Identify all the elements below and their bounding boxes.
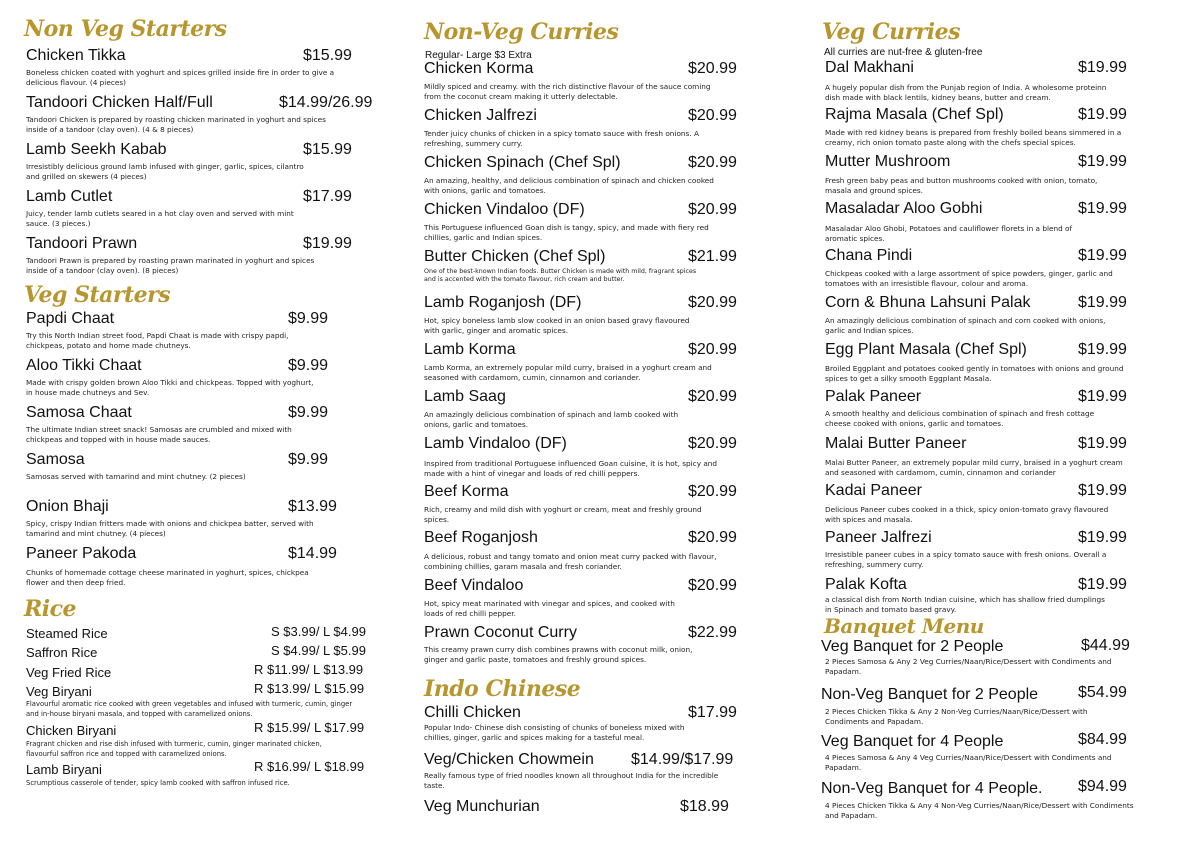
item-description: Fresh green baby peas and button mushrooms cooked with onion, tomato, masala and ground spices. bbox=[825, 176, 1098, 195]
item-description: Scrumptious casserole of tender, spicy lamb cooked with saffron infused rice. bbox=[26, 779, 290, 787]
item-price: $19.99 bbox=[1078, 106, 1127, 123]
item-description: A delicious, robust and tangy tomato and onion meat curry packed with flavour, combining chillies, garam masala and fresh coriander. bbox=[424, 552, 717, 571]
section-title-non-veg-starters: Non Veg Starters bbox=[24, 16, 227, 42]
item-description: Tandoori Prawn is prepared by roasting prawn marinated in yoghurt and spices inside of a tandoor (clay oven). (8 pieces) bbox=[26, 256, 315, 275]
item-name: Chicken Tikka bbox=[26, 47, 126, 64]
item-name: Lamb Cutlet bbox=[26, 188, 113, 205]
item-name: Lamb Seekh Kabab bbox=[26, 141, 167, 158]
item-price: $54.99 bbox=[1078, 684, 1127, 701]
item-name: Beef Korma bbox=[424, 483, 509, 500]
item-description: This Portuguese influenced Goan dish is tangy, spicy, and made with fiery red chillies, garlic and Indian spices. bbox=[424, 223, 709, 242]
item-price: $20.99 bbox=[688, 435, 737, 452]
item-price: $19.99 bbox=[1078, 247, 1127, 264]
item-name: Steamed Rice bbox=[26, 626, 108, 641]
item-price: $20.99 bbox=[688, 341, 737, 358]
item-description: Juicy, tender lamb cutlets seared in a hot clay oven and served with mint sauce. (3 pieces.) bbox=[26, 209, 294, 228]
item-description: Tender juicy chunks of chicken in a spicy tomato sauce with fresh onions. A refreshing, summery curry. bbox=[424, 129, 699, 148]
item-price: $20.99 bbox=[688, 294, 737, 311]
item-name: Chana Pindi bbox=[825, 247, 913, 264]
item-name: Kadai Paneer bbox=[825, 482, 922, 499]
section-subtitle: Regular- Large $3 Extra bbox=[425, 50, 532, 61]
item-name: Samosa Chaat bbox=[26, 404, 132, 421]
item-name: Veg Banquet for 4 People bbox=[821, 733, 1004, 750]
item-name: Chicken Korma bbox=[424, 60, 534, 77]
item-name: Lamb Korma bbox=[424, 341, 516, 358]
section-subtitle: All curries are nut-free & gluten-free bbox=[824, 47, 983, 58]
item-description: An amazingly delicious combination of spinach and lamb cooked with onions, garlic and tomatoes. bbox=[424, 410, 679, 429]
item-name: Veg Munchurian bbox=[424, 798, 540, 815]
item-price: $21.99 bbox=[688, 248, 737, 265]
item-name: Veg Biryani bbox=[26, 684, 92, 699]
section-title-rice: Rice bbox=[24, 596, 77, 622]
item-description: Hot, spicy meat marinated with vinegar and spices, and cooked with loads of red chilli pepper. bbox=[424, 599, 675, 618]
item-price: $19.99 bbox=[1078, 388, 1127, 405]
item-price: R $15.99/ L $17.99 bbox=[254, 720, 365, 735]
item-description: Fragrant chicken and rise dish infused with turmeric, cumin, ginger marinated chicken, flavourful saffron rice and topped with caramelized onions. bbox=[26, 740, 322, 758]
item-name: Papdi Chaat bbox=[26, 310, 115, 327]
section-title-veg-starters: Veg Starters bbox=[24, 282, 171, 308]
item-name: Lamb Roganjosh (DF) bbox=[424, 294, 582, 311]
item-price: $19.99 bbox=[1078, 576, 1127, 593]
item-price: $9.99 bbox=[288, 357, 329, 374]
item-name: Butter Chicken (Chef Spl) bbox=[424, 248, 606, 265]
item-name: Onion Bhaji bbox=[26, 498, 109, 515]
item-description: Inspired from traditional Portuguese influenced Goan cuisine, it is hot, spicy and made with a hint of vinegar and loads of red chilli peppers. bbox=[424, 459, 718, 478]
item-name: Non-Veg Banquet for 4 People. bbox=[821, 780, 1043, 797]
item-description: An amazingly delicious combination of spinach and corn cooked with onions, garlic and Indian spices. bbox=[825, 316, 1106, 335]
item-price: $14.99/$17.99 bbox=[631, 751, 734, 768]
item-name: Chicken Jalfrezi bbox=[424, 107, 537, 124]
item-description: Flavourful aromatic rice cooked with green vegetables and infused with turmeric, cumin, ginger and in-house biryani masala, and topped with caramelized onions. bbox=[26, 700, 353, 718]
item-name: Dal Makhani bbox=[825, 59, 914, 76]
item-description: Masaladar Aloo Ghobi, Potatoes and cauliflower florets in a blend of aromatic spices. bbox=[825, 224, 1073, 243]
item-description: Samosas served with tamarind and mint chutney. (2 pieces) bbox=[26, 472, 246, 481]
item-description: Mildly spiced and creamy. with the rich distinctive flavour of the sauce coming from the coconut cream making it utterly delectable. bbox=[424, 82, 711, 101]
item-price: $94.99 bbox=[1078, 778, 1127, 795]
item-name: Chilli Chicken bbox=[424, 704, 521, 721]
item-price: $17.99 bbox=[303, 188, 352, 205]
item-name: Paneer Pakoda bbox=[26, 545, 137, 562]
item-name: Lamb Biryani bbox=[26, 762, 102, 777]
item-price: $20.99 bbox=[688, 60, 737, 77]
item-price: $19.99 bbox=[1078, 153, 1127, 170]
item-price: $20.99 bbox=[688, 529, 737, 546]
item-description: Malai Butter Paneer, an extremely popular mild curry, braised in a yoghurt cream and seasoned with cardamom, cumin, cinnamon and coriander bbox=[825, 458, 1123, 477]
item-description: Irresistibly delicious ground lamb infused with ginger, garlic, spices, cilantro and grilled on skewers (4 pieces) bbox=[26, 162, 304, 181]
item-description: Lamb Korma, an extremely popular mild curry, braised in a yoghurt cream and seasoned with cardamom, cumin, cinnamon and coriander. bbox=[424, 363, 712, 382]
item-description: 2 Pieces Chicken Tikka & Any 2 Non-Veg Curries/Naan/Rice/Dessert with Condiments and Papadam. bbox=[825, 707, 1088, 726]
item-name: Beef Vindaloo bbox=[424, 577, 524, 594]
item-description: Popular Indo- Chinese dish consisting of chunks of boneless mixed with chillies, ginger, garlic and spices making for a tasteful meal. bbox=[424, 723, 685, 742]
item-name: Mutter Mushroom bbox=[825, 153, 951, 170]
item-price: $19.99 bbox=[1078, 435, 1127, 452]
item-price: $18.99 bbox=[680, 798, 729, 815]
item-description: Tandoori Chicken is prepared by roasting chicken marinated in yoghurt and spices inside of a tandoor (clay oven). (4 & 8 pieces) bbox=[26, 115, 326, 134]
item-price: R $13.99/ L $15.99 bbox=[254, 681, 365, 696]
item-description: A hugely popular dish from the Punjab region of India. A wholesome proteinn dish made with black lentils, kidney beans, butter and cream. bbox=[825, 83, 1107, 102]
item-price: $19.99 bbox=[1078, 200, 1127, 217]
item-description: 4 Pieces Chicken Tikka & Any 4 Non-Veg Curries/Naan/Rice/Dessert with Condiments and Papadam. bbox=[825, 801, 1134, 820]
item-price: $14.99 bbox=[288, 545, 337, 562]
item-price: $14.99/26.99 bbox=[279, 94, 373, 111]
item-description: a classical dish from North Indian cuisine, which has shallow fried dumplings in Spinach and tomato based gravy. bbox=[825, 595, 1105, 614]
section-title-banquet-menu: Banquet Menu bbox=[824, 614, 984, 638]
item-price: $9.99 bbox=[288, 404, 329, 421]
item-description: 2 Pieces Samosa & Any 2 Veg Curries/Naan/Rice/Dessert with Condiments and Papadam. bbox=[825, 657, 1112, 676]
section-title-indo-chinese: Indo Chinese bbox=[424, 676, 581, 702]
item-name: Non-Veg Banquet for 2 People bbox=[821, 686, 1039, 703]
item-description: Rich, creamy and mild dish with yoghurt or cream, meat and freshly ground spices. bbox=[424, 505, 702, 524]
item-name: Masaladar Aloo Gobhi bbox=[825, 200, 983, 217]
item-description: Try this North Indian street food, Papdi Chaat is made with crispy papdi, chickpeas, potato and home made chutneys. bbox=[26, 331, 289, 350]
section-title-non-veg-curries: Non-Veg Curries bbox=[424, 19, 619, 45]
item-name: Egg Plant Masala (Chef Spl) bbox=[825, 341, 1027, 358]
item-price: $20.99 bbox=[688, 107, 737, 124]
item-description: Chickpeas cooked with a large assortment of spice powders, ginger, garlic and tomatoes with an irresistible flavour, colour and aroma. bbox=[825, 269, 1113, 288]
item-price: S $4.99/ L $5.99 bbox=[271, 643, 366, 658]
item-description: Delicious Paneer cubes cooked in a thick, spicy onion-tomato gravy flavoured with spices and masala. bbox=[825, 505, 1109, 524]
item-description: A smooth healthy and delicious combination of spinach and fresh cottage cheese cooked with onions, garlic and tomatoes. bbox=[825, 409, 1095, 428]
item-description: One of the best-known Indian foods. Butter Chicken is made with mild, fragrant spices and is accented with the tomato flavour, rich cream and butter. bbox=[424, 268, 697, 283]
item-description: Irresistible paneer cubes in a spicy tomato sauce with fresh onions. Overall a refreshing, summery curry. bbox=[825, 550, 1107, 569]
item-name: Paneer Jalfrezi bbox=[825, 529, 932, 546]
item-price: $20.99 bbox=[688, 154, 737, 171]
item-name: Lamb Vindaloo (DF) bbox=[424, 435, 567, 452]
item-name: Rajma Masala (Chef Spl) bbox=[825, 106, 1004, 123]
item-price: $19.99 bbox=[1078, 294, 1127, 311]
item-price: R $16.99/ L $18.99 bbox=[254, 759, 365, 774]
item-name: Saffron Rice bbox=[26, 645, 98, 660]
item-price: $19.99 bbox=[1078, 341, 1127, 358]
item-description: Boneless chicken coated with yoghurt and spices grilled inside fire in order to give a delicious flavour. (4 pieces) bbox=[26, 68, 335, 87]
item-description: The ultimate Indian street snack! Samosas are crumbled and mixed with chickpeas and topped with in house made sauces. bbox=[26, 425, 292, 444]
item-price: $44.99 bbox=[1081, 637, 1130, 654]
item-price: $15.99 bbox=[303, 47, 352, 64]
item-name: Lamb Saag bbox=[424, 388, 506, 405]
item-name: Beef Roganjosh bbox=[424, 529, 538, 546]
item-name: Palak Paneer bbox=[825, 388, 922, 405]
item-price: $13.99 bbox=[288, 498, 337, 515]
item-price: R $11.99/ L $13.99 bbox=[254, 662, 364, 677]
item-name: Samosa bbox=[26, 451, 85, 468]
item-name: Chicken Vindaloo (DF) bbox=[424, 201, 585, 218]
item-description: Really famous type of fried noodles known all throughout India for the incredible taste. bbox=[424, 771, 719, 790]
item-name: Aloo Tikki Chaat bbox=[26, 357, 142, 374]
item-price: $20.99 bbox=[688, 201, 737, 218]
item-price: $9.99 bbox=[288, 451, 329, 468]
item-name: Chicken Biryani bbox=[26, 723, 117, 738]
item-name: Veg Fried Rice bbox=[26, 665, 112, 680]
item-price: $20.99 bbox=[688, 577, 737, 594]
item-name: Tandoori Chicken Half/Full bbox=[26, 94, 213, 111]
item-name: Prawn Coconut Curry bbox=[424, 624, 577, 641]
section-title-veg-curries: Veg Curries bbox=[822, 19, 961, 45]
item-description: Chunks of homemade cottage cheese marinated in yoghurt, spices, chickpea flower and then deep fried. bbox=[26, 568, 309, 587]
item-price: $9.99 bbox=[288, 310, 329, 327]
item-name: Veg Banquet for 2 People bbox=[821, 638, 1004, 655]
item-price: $17.99 bbox=[688, 704, 737, 721]
item-description: Broiled Eggplant and potatoes cooked gently in tomatoes with onions and ground spices to get a silky smooth Eggplant Masala. bbox=[825, 364, 1124, 383]
item-price: $19.99 bbox=[1078, 59, 1127, 76]
item-price: $84.99 bbox=[1078, 731, 1127, 748]
item-description: 4 Pieces Samosa & Any 4 Veg Curries/Naan/Rice/Dessert with Condiments and Papadam. bbox=[825, 753, 1112, 772]
item-name: Malai Butter Paneer bbox=[825, 435, 967, 452]
item-price: $19.99 bbox=[1078, 529, 1127, 546]
item-description: Spicy, crispy Indian fritters made with onions and chickpea batter, served with tamarind and mint chutney. (4 pieces) bbox=[26, 519, 314, 538]
item-description: An amazing, healthy, and delicious combination of spinach and chicken cooked with onions, garlic and tomatoes. bbox=[424, 176, 714, 195]
item-price: $19.99 bbox=[303, 235, 352, 252]
item-name: Tandoori Prawn bbox=[26, 235, 138, 252]
item-price: $22.99 bbox=[688, 624, 737, 641]
item-price: $15.99 bbox=[303, 141, 352, 158]
item-price: $19.99 bbox=[1078, 482, 1127, 499]
item-description: Made with red kidney beans is prepared from freshly boiled beans simmered in a creamy, rich onion tomato paste along with the chefs special spices. bbox=[825, 128, 1122, 147]
item-price: S $3.99/ L $4.99 bbox=[271, 624, 366, 639]
item-description: Made with crispy golden brown Aloo Tikki and chickpeas. Topped with yoghurt, in house made chutneys and Sev. bbox=[26, 378, 314, 397]
item-name: Veg/Chicken Chowmein bbox=[424, 751, 594, 768]
item-price: $20.99 bbox=[688, 483, 737, 500]
item-name: Corn & Bhuna Lahsuni Palak bbox=[825, 294, 1031, 311]
item-name: Palak Kofta bbox=[825, 576, 907, 593]
item-name: Chicken Spinach (Chef Spl) bbox=[424, 154, 621, 171]
item-price: $20.99 bbox=[688, 388, 737, 405]
item-description: Hot, spicy boneless lamb slow cooked in an onion based gravy flavoured with garlic, ginger and aromatic spices. bbox=[424, 316, 690, 335]
item-description: This creamy prawn curry dish combines prawns with coconut milk, onion, ginger and garlic paste, tomatoes and freshly ground spices. bbox=[424, 645, 693, 664]
